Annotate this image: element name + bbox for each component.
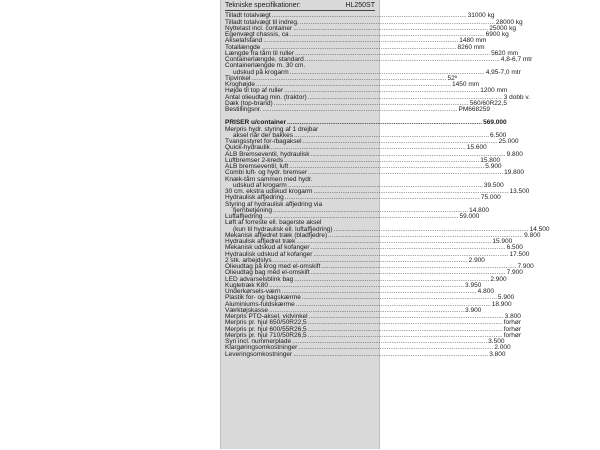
spec-row-value: 1200 mm	[480, 87, 508, 95]
spec-row-label: Tilladt totalvægt	[225, 12, 271, 20]
price-row-label: fjernbetjening	[233, 206, 273, 214]
spec-row-value: 5620 mm	[491, 49, 519, 57]
spec-row-value: 31000 kg	[467, 12, 495, 20]
spec-row-label: Containerlængde m. 30 cm.	[225, 62, 306, 70]
price-row-label: Styring af hydraulisk affjedring via	[225, 200, 323, 208]
price-row-label: Klargøringsomkostninger	[225, 344, 298, 352]
spec-list	[225, 12, 533, 113]
price-row-value: 2.900	[490, 275, 507, 283]
spec-row-label: Længde fra tårn til ruller	[225, 49, 295, 57]
price-row-value: 13.500	[509, 188, 530, 195]
price-row-label: Tvangsstyret for-/bagaksel	[225, 138, 302, 145]
spec-row-label: Antal olieudtag min. (traktor)	[225, 93, 307, 101]
spec-row-value: 6900 kg	[485, 31, 509, 38]
spec-row-value: 28000 kg	[495, 18, 523, 26]
spec-row-value: 8260 mm	[457, 43, 485, 51]
price-row-label: Hydraulisk affjedring	[225, 194, 284, 202]
price-row-value: 2.000	[494, 344, 511, 352]
price-row-value: 3.800	[489, 350, 506, 358]
spec-price-sheet	[220, 0, 550, 449]
price-row-label: Merpris hydr. styring af 1 drejbar	[225, 125, 319, 133]
price-row-label: Syn incl. nummerplade	[225, 338, 292, 345]
spec-row-value: 25000 kg	[489, 24, 516, 32]
price-row-value: 2.900	[468, 256, 485, 264]
spec-row-label: Tipvinkel	[225, 74, 251, 82]
price-row-label: udskud af krogarm	[233, 181, 287, 189]
price-row-label: Merpris pr. hjul 600/55R26,5	[225, 325, 307, 333]
price-row-value: 39.500	[483, 181, 504, 189]
price-row-label: 2 stk. arbejdslys	[225, 256, 272, 264]
price-row-value: forhør	[503, 325, 522, 333]
price-row-value: forhør	[503, 331, 522, 339]
price-row-label: Merpris PTO-aksel, vidvinkel	[225, 313, 308, 320]
price-row-label: Aluminiums-fuldskærme	[225, 300, 295, 308]
price-row-label: Leveringsomkostninger	[225, 350, 293, 358]
price-row-label: (kun til hydraulisk ell. luftaffjedring)	[233, 225, 333, 233]
spec-row-value: 3 dobb v.	[503, 93, 530, 101]
spec-row-value: 4,8-6,7 mtr	[500, 56, 533, 63]
price-row-label: Merpris pr. hjul 650/50R22,5	[225, 319, 307, 327]
price-row-value: 59.000	[459, 213, 480, 220]
leader-dots	[263, 107, 458, 113]
spec-row-label: Dæk (top-brand)	[225, 99, 273, 107]
spec-row-label: Tilladt totalvægt til indreg.	[225, 18, 299, 26]
spec-row-value: 1480 mm	[459, 37, 487, 45]
spec-row-value: 1450 mm	[452, 81, 480, 88]
spec-row-label: udskud på krogarm	[233, 68, 289, 76]
price-row-label: Løft af forreste ell. bagerste aksel	[225, 219, 322, 227]
price-row-label: ALB bremseventil, luft	[225, 163, 289, 170]
price-row-label: Luftaffjedring	[225, 213, 263, 220]
price-row-value: 5.900	[485, 163, 502, 170]
price-row-value: 6.500	[506, 244, 523, 252]
spec-row-label: Totallængde	[225, 43, 261, 51]
price-row-value: 6.500	[490, 131, 507, 139]
spec-row	[225, 106, 490, 113]
base-price: 569.000	[483, 119, 507, 127]
price-header-label: PRISER u/container	[225, 119, 287, 127]
price-row-label: Olieudtag bag med el-omskift	[225, 269, 310, 277]
price-row-label: Kugletræk K80	[225, 281, 268, 289]
price-row-value: 3.500	[488, 338, 505, 345]
price-row-value: 3.900	[465, 306, 482, 314]
spec-row-label: Akselafstand	[225, 37, 263, 45]
spec-row-value: 560/60R22,5	[469, 99, 507, 107]
price-row-value: 3.800	[504, 313, 521, 320]
price-row-value: 17.500	[509, 250, 530, 258]
price-row-value: 4.800	[477, 288, 494, 295]
price-row	[225, 350, 506, 358]
spec-row-value: PM668259	[458, 106, 490, 113]
price-row-label: Luftbremser 2-kreds	[225, 156, 284, 164]
price-row-value: 14.800	[469, 206, 489, 214]
price-row-label: Plastik for- og bagskærme	[225, 294, 301, 302]
price-row-label: Mekanisk affjedret træk (bladfjedre)	[225, 231, 328, 239]
spec-row-label: Kroghøjde	[225, 81, 255, 88]
price-row-label: LED advarselsblink bag	[225, 275, 294, 283]
spec-row-value: 52º	[447, 74, 458, 82]
price-row-label: ALB Bremseventil, hydraulisk	[225, 150, 310, 158]
price-row-value: forhør	[503, 319, 522, 327]
price-row-label: Knæk-tårn sammen med hydr.	[225, 175, 313, 183]
price-row-label: Hydraulisk udskud af kofanger	[225, 250, 313, 258]
price-row-label: Mekanisk udskud af kofanger	[225, 244, 310, 252]
price-row-label: Quick-hydraulik	[225, 144, 270, 152]
price-row-label: 30 cm. ekstra udskud krogarm	[225, 188, 313, 195]
price-row-label: Merpris pr. hjul 710/50R26,5	[225, 331, 307, 339]
price-row-value: 75.000	[480, 194, 501, 202]
price-row-value: 9.800	[524, 231, 541, 239]
spec-row-label: Højde til top af ruller	[225, 87, 284, 95]
price-row-label: Værktøjskasse	[225, 306, 268, 314]
spec-row-label: Nyttelast incl. container	[225, 24, 293, 32]
price-row-label: Combi luft- og hydr. bremser	[225, 169, 308, 177]
price-row-value: 3.950	[465, 281, 482, 289]
price-row-value: 15.600	[466, 144, 487, 152]
price-row-value: 15.900	[492, 238, 513, 245]
price-row-value: 19.800	[504, 169, 524, 177]
price-row-value: 18.900	[491, 300, 512, 308]
spec-header	[225, 3, 375, 11]
price-row-value: 14.500	[529, 225, 550, 233]
spec-row-label: Egenvægt chassis, ca	[225, 31, 289, 38]
price-row-value: 5.900	[497, 294, 515, 302]
spec-row-value: 4,95-7,0 mtr	[485, 68, 521, 76]
price-row-label: Hydraulisk affjedret træk	[225, 238, 296, 245]
price-row-value: 7.900	[517, 263, 534, 270]
spec-header-title: Tekniske specifikationer:	[225, 2, 301, 9]
price-row-value: 15.800	[480, 156, 501, 164]
model-number: HL250ST	[345, 2, 375, 9]
price-list	[225, 125, 550, 358]
price-row-value: 25.000	[498, 138, 519, 145]
price-row-label: Underkørsels-værn	[225, 288, 281, 295]
price-row-value: 7.900	[506, 269, 523, 277]
spec-row-label: Bestillingsnr.	[225, 106, 262, 113]
price-row-label: aksel når der bakkes	[233, 131, 293, 139]
price-row-label: Olieudtag på krog med el-omskift	[225, 263, 321, 270]
price-row-value: 9.800	[506, 150, 523, 158]
spec-row-label: Containerlængde, standard	[225, 56, 304, 63]
leader-dots	[293, 352, 488, 358]
